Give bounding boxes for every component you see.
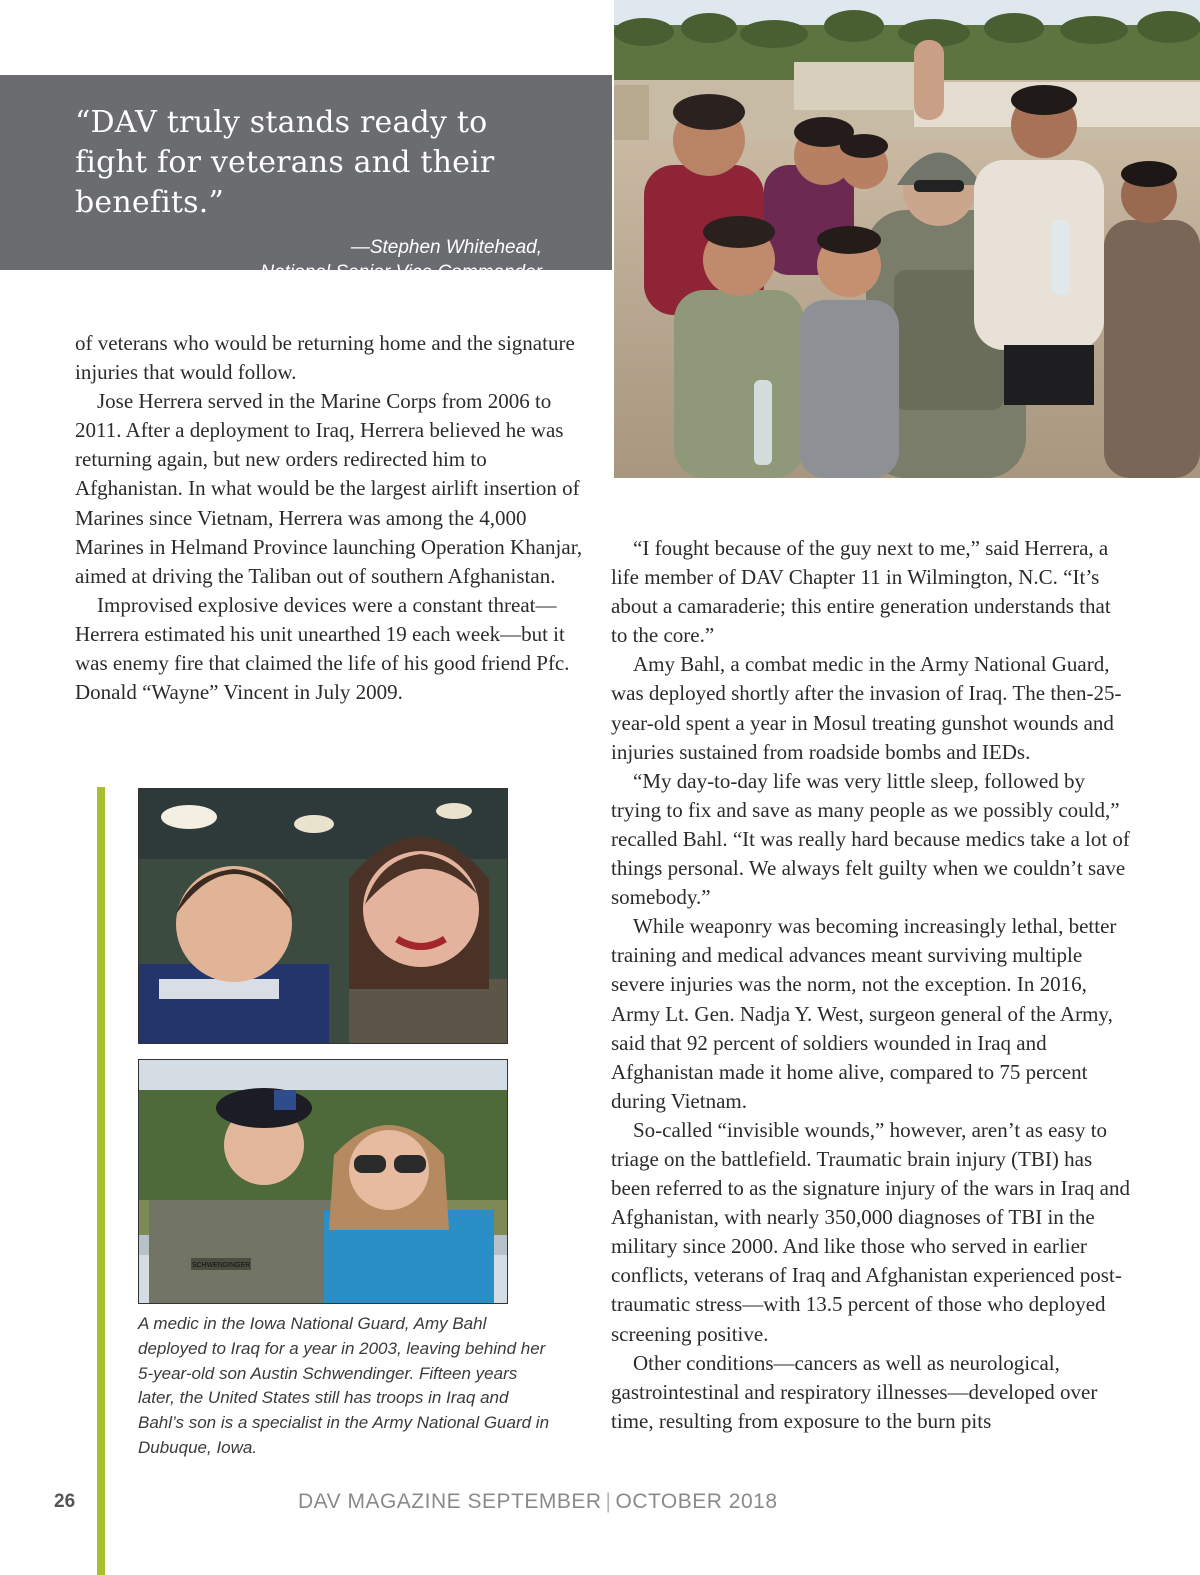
body-paragraph: “My day-to-day life was very little sleep, followed by trying to fix and save as many people as we possibly could,” recalled Bahl. “It was really hard because medics take a lot of things personal. We always felt guilty when we couldn’t save somebody.” [611,768,1130,910]
attribution-title: National Senior Vice Commander [260,262,542,283]
article-column-right [611,534,1131,1436]
body-paragraph: “I fought because of the guy next to me,” said Herrera, a life member of DAV Chapter 11 in Wilmington, N.C. “It’s about a camaraderie; this entire generation understands that to the core.” [611,536,1111,648]
footer-issue-rest: OCTOBER 2018 [615,1490,778,1513]
footer-separator: | [605,1490,612,1513]
body-paragraph: While weaponry was becoming increasingly lethal, better training and medical advances meant surviving multiple severe injuries was the norm, not the exception. In 2016, Army Lt. Gen. Nadja Y. West, surgeon general of the Army, said that 92 percent of soldiers wounded in Iraq and Afghanistan made it home alive, compared to 75 percent during Vietnam. [611,914,1117,1113]
photo-caption: A medic in the Iowa National Guard, Amy Bahl deployed to Iraq for a year in 2003, leaving behind her 5-year-old son Austin Schwendinger. Fifteen years later, the United States still has troops in Iraq and Bahl’s son is a specialist in the Army National Guard in Dubuque, Iowa. [138,1314,550,1457]
pull-quote-text: “DAV truly stands ready to fight for veterans and their benefits.” [75,105,495,220]
pull-quote-box [0,75,612,283]
footer-publication-line [298,1490,778,1514]
body-paragraph: of veterans who would be returning home and the signature injuries that would follow. [75,331,575,385]
body-paragraph: Jose Herrera served in the Marine Corps from 2006 to 2011. After a deployment to Iraq, Herrera believed he was returning again, but new orders redirected him to Afghanistan. In what would be the largest airlift insertion of Marines since Vietnam, Herrera was among the 4,000 Marines in Helmand Province launching Operation Khanjar, aimed at driving the Taliban out of southern Afghanistan. [75,389,583,588]
name-tape-text: SCHWENDINGER [191,1262,251,1269]
pull-quote-attribution [75,235,542,285]
photo-soldier-son-and-mother [138,1059,508,1304]
body-paragraph: Amy Bahl, a combat medic in the Army National Guard, was deployed shortly after the invasion of Iraq. The then-25-year-old spent a year in Mosul treating gunshot wounds and injuries sustained from roadside bombs and IEDs. [611,652,1122,764]
footer-issue-month: SEPTEMBER [467,1490,602,1513]
article-column-left [75,329,595,707]
photo-mother-and-son-2003 [138,788,508,1044]
footer-publication: DAV MAGAZINE [298,1490,462,1513]
body-paragraph: Other conditions—cancers as well as neurological, gastrointestinal and respiratory illnesses—developed over time, resulting from exposure to the burn pits [611,1350,1098,1433]
body-paragraph: Improvised explosive devices were a constant threat—Herrera estimated his unit unearthed 19 each week—but it was enemy fire that claimed the life of his good friend Pfc. Donald “Wayne” Vincent in July 2009. [75,592,570,705]
page-number: 26 [54,1491,76,1512]
accent-rule [97,787,105,1575]
hero-photo-soldier-with-children [614,0,1200,478]
body-paragraph: So-called “invisible wounds,” however, aren’t as easy to triage on the battlefield. Traumatic brain injury (TBI) has been referred to as the signature injury of the wars in Iraq and Afghanistan, with nearly 350,000 diagnoses of TBI in the military since 2000. And like those who served in earlier conflicts, veterans of Iraq and Afghanistan experienced post-traumatic stress—with 13.5 percent of those who deployed screening positive. [611,1117,1130,1346]
attribution-name: —Stephen Whitehead, [350,237,542,258]
